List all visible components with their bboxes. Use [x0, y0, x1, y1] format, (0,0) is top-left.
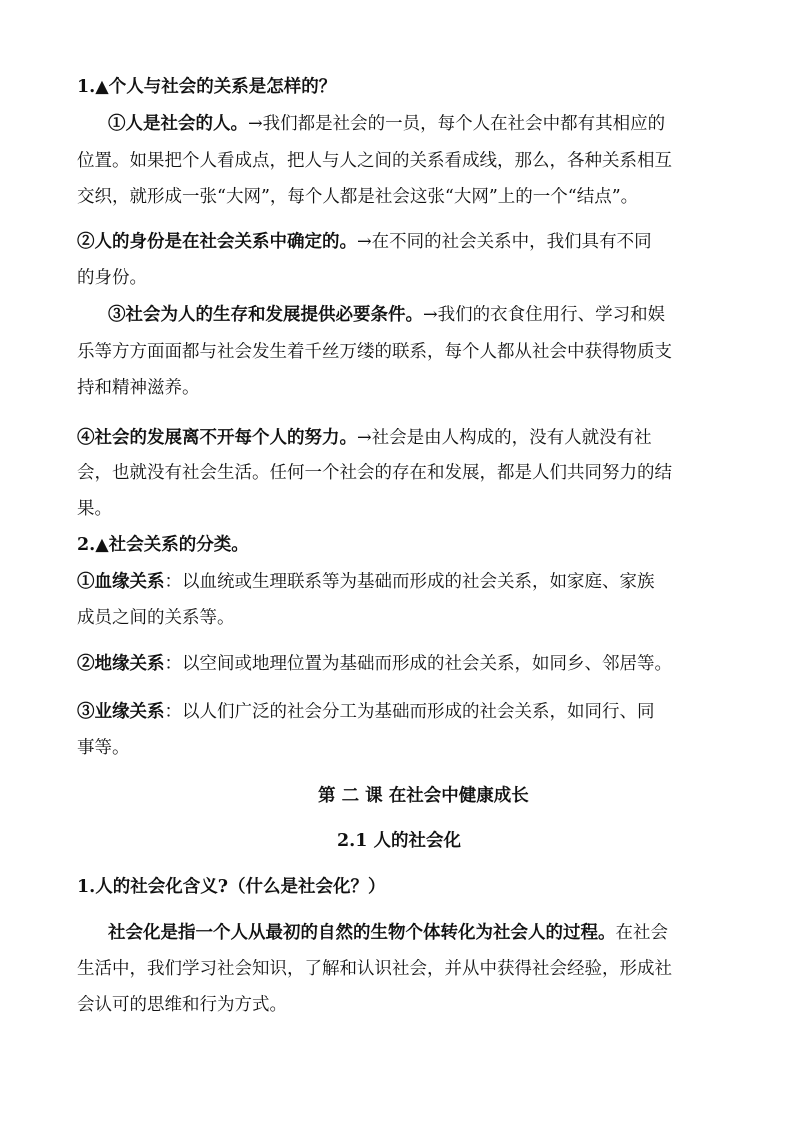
- key-point: ①血缘关系: [77, 572, 165, 592]
- key-point: 社会化是指一个人从最初的自然的生物个体转化为社会人的过程。: [108, 923, 616, 943]
- list-item: [0, 697, 794, 727]
- paragraph-text: 在社会: [615, 923, 668, 943]
- list-item-text: 成员之间的关系等。: [77, 608, 235, 628]
- key-point: ②人的身份是在社会关系中确定的。: [77, 232, 357, 252]
- key-point: ④社会的发展离不开每个人的努力。: [77, 428, 357, 448]
- paragraph-line: 会，也就没有社会生活。任何一个社会的存在和发展，都是人们共同努力的结: [77, 463, 672, 483]
- key-point: ③业缘关系: [77, 702, 165, 722]
- section-heading: 1.▲个人与社会的关系是怎样的？: [77, 77, 337, 97]
- lesson-subtitle: 2.1 人的社会化: [337, 831, 462, 851]
- paragraph-text: →在不同的社会关系中，我们具有不同: [357, 232, 652, 252]
- lesson-title: 第 二 课 在社会中健康成长: [318, 786, 529, 806]
- paragraph-line: [0, 423, 794, 453]
- key-point: ③社会为人的生存和发展提供必要条件。: [108, 305, 423, 325]
- paragraph-line: 会认可的思维和行为方式。: [77, 995, 287, 1015]
- paragraph-line: 交织，就形成一张“大网”，每个人都是社会这张“大网”上的一个“结点”。: [77, 187, 639, 207]
- key-point: ①人是社会的人。: [108, 114, 248, 134]
- paragraph-line: 生活中，我们学习社会知识，了解和认识社会，并从中获得社会经验，形成社: [77, 959, 672, 979]
- section-heading: 1.人的社会化含义?（什么是社会化？）: [77, 877, 386, 897]
- paragraph-line: 位置。如果把个人看成点，把人与人之间的关系看成线，那么，各种关系相互: [77, 151, 672, 171]
- paragraph-line: [0, 918, 794, 948]
- list-item-text: ：以血统或生理联系等为基础而形成的社会关系，如家庭、家族: [164, 572, 655, 592]
- paragraph-line: 的身份。: [77, 268, 147, 288]
- paragraph-text: →我们都是社会的一员，每个人在社会中都有其相应的: [248, 114, 666, 134]
- paragraph-line: [0, 227, 794, 257]
- list-item-text: 事等。: [77, 738, 130, 758]
- key-point: ②地缘关系: [77, 654, 165, 674]
- list-item: [0, 567, 794, 597]
- list-item-text: ：以人们广泛的社会分工为基础而形成的社会关系，如同行、同: [164, 702, 655, 722]
- paragraph-line: 乐等方方面面都与社会发生着千丝万缕的联系，每个人都从社会中获得物质支: [77, 342, 672, 362]
- paragraph-text: →我们的衣食住用行、学习和娱: [423, 305, 666, 325]
- list-item-text: ：以空间或地理位置为基础而形成的社会关系，如同乡、邻居等。: [164, 654, 672, 674]
- paragraph-text: →社会是由人构成的，没有人就没有社: [357, 428, 652, 448]
- paragraph-line: 果。: [77, 499, 112, 519]
- section-heading: 2.▲社会关系的分类。: [77, 535, 249, 555]
- paragraph-line: 持和精神滋养。: [77, 378, 200, 398]
- paragraph-line: [0, 300, 794, 330]
- paragraph-line: [0, 109, 794, 139]
- list-item: [0, 649, 794, 679]
